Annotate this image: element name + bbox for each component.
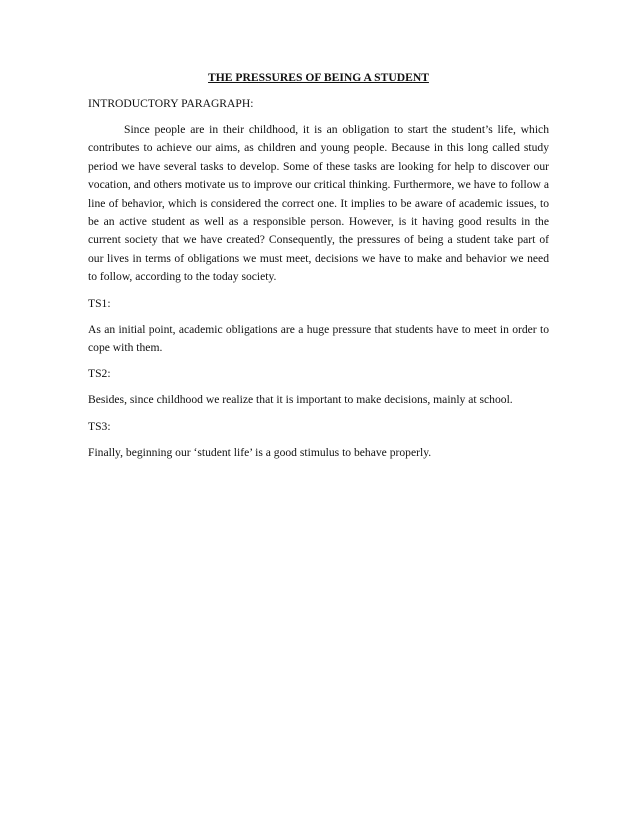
document-title: THE PRESSURES OF BEING A STUDENT xyxy=(208,71,429,84)
ts2-label: TS2: xyxy=(88,367,111,381)
intro-heading: INTRODUCTORY PARAGRAPH: xyxy=(88,97,254,110)
ts3-text: Finally, beginning our ‘student life’ is a good stimulus to behave properly. xyxy=(88,445,432,459)
ts2-text: Besides, since childhood we realize that it is important to make decisions, mainly at school. xyxy=(88,393,513,407)
ts3-label: TS3: xyxy=(88,419,111,433)
intro-paragraph: Since people are in their childhood, it is an obligation to start the student’s life, which contributes to achieve our aims, as children and young people. Because in this long called study period we have several tasks to develop. Some of these tasks are looking for help to discover our vocation, and others motivate us to improve our critical thinking. Furthermore, we have to follow a line of behavior, which is considered the correct one. It implies to be aware of academic issues, to be an active student as well as a responsible person. However, is it having good results in the current society that we have created? Consequently, the pressures of being a student take part of our lives in terms of obligations we must meet, decisions we have to make and behavior we need to follow, according to the today society. xyxy=(88,123,549,284)
ts1-text: As an initial point, academic obligations are a huge pressure that students have to meet in order to cope with them. xyxy=(88,322,549,355)
ts1-label: TS1: xyxy=(88,296,111,310)
document-body xyxy=(88,69,549,470)
